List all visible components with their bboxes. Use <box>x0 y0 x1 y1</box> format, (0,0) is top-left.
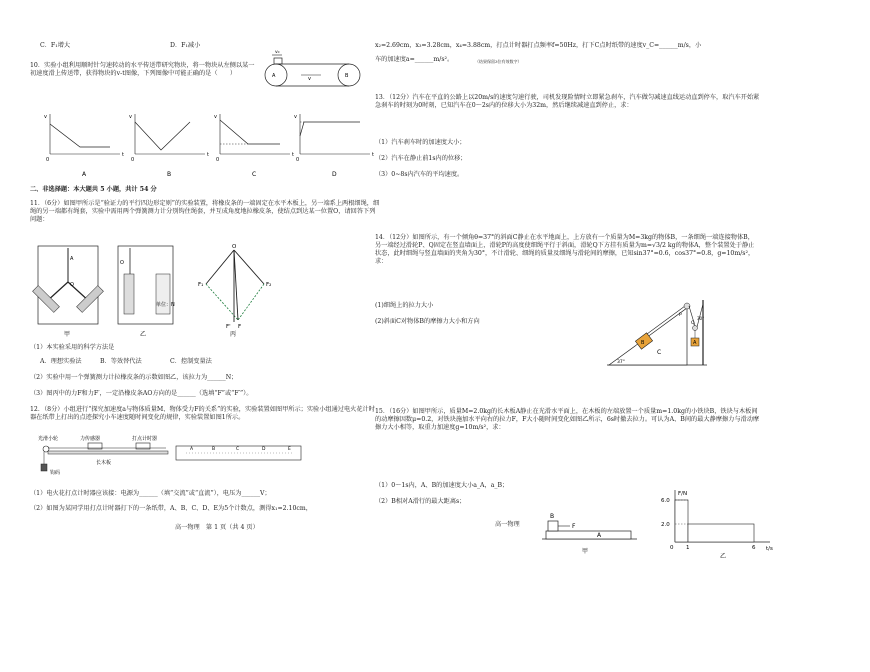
svg-text:A: A <box>190 447 194 452</box>
section-2-heading: 二、非选择题：本大题共 5 小题，共计 54 分 <box>30 186 157 193</box>
svg-text:钩码: 钩码 <box>50 470 61 476</box>
svg-text:O: O <box>70 282 74 288</box>
svg-text:v: v <box>214 114 217 120</box>
q13-text: 13．（12分）汽车在平直的公路上以20m/s的速度匀速行驶，司机发现险情时立即紧急刹车，汽车做匀减速直线运动直到停车，取汽车开始紧急刹车的时刻为0时刻，已知汽车在0～2s内的位移大小为32m，然后继续减速直到停止，求： <box>375 94 760 109</box>
board-a <box>546 531 631 539</box>
q10-text: 10．实验小组利用顺时针匀速转动的水平传送带研究物块，将一物块从左侧以某一初速度滑上传送带，获得物块的v-t图像，下列图像中可能正确的是（ ） <box>30 62 255 77</box>
q15-text: 15．（16分）如图甲所示，质量M=2.0kg的长木板A静止在光滑水平面上，在木板的左端放置一个质量m=1.0kg的小铁块B，铁块与木板间的动摩擦因数μ=0.2，对铁块施加水平向右的拉力F，F大小随时间变化如图乙所示，6s时撤去拉力。可认为A、B间的最大静摩擦力与滑动摩擦力大小相等，取重力加速度g=10m/s²，求： <box>375 408 760 431</box>
svg-text:力传感器: 力传感器 <box>80 436 101 442</box>
q15-graph-yi <box>660 488 780 560</box>
svg-text:P: P <box>679 313 682 318</box>
svg-text:打点计时器: 打点计时器 <box>132 436 158 442</box>
q15-sub2: （2）B相对A滑行的最大距离s； <box>375 498 466 505</box>
graph-d-label: D <box>332 171 337 178</box>
b-label: B <box>345 73 349 79</box>
svg-text:B: B <box>641 340 645 346</box>
svg-text:光滑小轮: 光滑小轮 <box>38 436 59 442</box>
q11-text: 11．（6分）如图甲所示是“验证力的平行四边形定则”的实验装置，将橡皮条的一端固定在水平木板上，另一端系上两根细绳，细绳的另一端都有绳套，实验中需用两个弹簧测力计分别钩住绳套，并互成角度地拉橡皮条，使结点到达某一位置O，请回答下列问题： <box>30 200 380 223</box>
q15-sub1: （1）0～1s内，A、B的加速度大小a_A，a_B； <box>375 482 509 489</box>
graph-c <box>214 114 294 178</box>
v0-label: v₀ <box>275 50 280 55</box>
svg-text:B: B <box>212 447 216 452</box>
svg-text:Q: Q <box>691 321 695 326</box>
q12-sub2: （2）如图为某同学用打点计时器打下的一条纸带，A、B、C、D、E为5个计数点，测得x₁=2.10cm， <box>30 505 312 512</box>
right-page <box>375 0 855 672</box>
svg-text:O: O <box>120 260 124 266</box>
svg-text:O: O <box>232 244 237 250</box>
svg-text:t: t <box>122 152 124 158</box>
q11-sub2: （2）实验中用一个弹簧测力计拉橡皮条的示数如图乙，该拉力为______N； <box>30 374 238 381</box>
q11-figures <box>36 244 286 339</box>
right-footer: 高一物理 <box>495 521 520 528</box>
fig-jia-caption: 甲 <box>582 548 589 555</box>
svg-text:F: F <box>572 523 576 530</box>
svg-text:v: v <box>44 114 47 120</box>
svg-text:0: 0 <box>131 157 135 163</box>
svg-text:0: 0 <box>46 157 50 163</box>
svg-text:2.0: 2.0 <box>661 522 670 528</box>
left-footer: 高一物理 第 1 页（共 4 页） <box>175 524 259 531</box>
svg-text:30°: 30° <box>697 316 705 321</box>
q12-continued-2: 车的加速度a=______m/s²。 <box>375 56 454 63</box>
q11-sub1: （1）本实验采用的科学方法是 <box>30 344 115 351</box>
fig-jia <box>33 246 104 338</box>
q14-sub1: (1)细绳上的拉力大小 <box>375 302 434 309</box>
q11-option-b: B．等效替代法 <box>100 358 142 365</box>
svg-text:A: A <box>70 256 74 262</box>
graph-a <box>44 114 124 178</box>
svg-text:37°: 37° <box>617 360 625 365</box>
svg-text:6: 6 <box>752 545 756 551</box>
svg-text:t: t <box>372 152 374 158</box>
q10-conveyor-figure <box>266 50 366 98</box>
q12-figure <box>36 434 336 479</box>
q12-continued-1: x₂=2.69cm，x₃=3.28cm，x₄=3.88cm，打点计时器打点频率f=50Hz，打下C点时纸带的速度v_C=______m/s，小 <box>375 42 702 49</box>
svg-text:0: 0 <box>216 157 220 163</box>
svg-text:t: t <box>292 152 294 158</box>
svg-text:E: E <box>288 447 291 452</box>
a-label: A <box>272 73 276 79</box>
q11-sub3: （3）图丙中的力F和力F′，一定沿橡皮条AO方向的是______（选填“F”或“F′”）。 <box>30 390 253 397</box>
block-b <box>548 521 558 531</box>
fig-bing <box>198 244 271 338</box>
wheel-left <box>265 64 287 86</box>
svg-text:1: 1 <box>686 545 690 551</box>
q13-sub3: （3）0~8s内汽车的平均速度。 <box>375 171 464 178</box>
svg-text:A: A <box>693 340 697 346</box>
svg-text:C: C <box>236 447 240 452</box>
fig-yi-caption: 乙 <box>720 553 727 560</box>
left-page <box>0 0 420 672</box>
svg-text:F/N: F/N <box>678 491 688 497</box>
q12-sub1: （1）电火花打点计时器应该接：电源为______（填“交流”或“直流”），电压为______V； <box>30 490 271 497</box>
graph-b-label: B <box>167 171 172 178</box>
svg-text:t: t <box>207 152 209 158</box>
q14-sub2: (2)斜面C对物体B的摩擦力大小和方向 <box>375 318 480 325</box>
svg-text:v: v <box>129 114 132 120</box>
q13-sub1: （1）汽车刹车时的加速度大小； <box>375 139 466 146</box>
svg-text:0: 0 <box>296 157 300 163</box>
svg-text:v: v <box>294 114 297 120</box>
fig-yi-caption: 乙 <box>140 331 147 338</box>
q9-option-c: C．F₁增大 <box>40 42 71 49</box>
svg-text:C: C <box>657 349 662 356</box>
graph-d <box>294 114 374 178</box>
force-segment-1 <box>675 500 688 542</box>
fig-yi <box>118 246 175 338</box>
q10-graphs <box>40 112 380 178</box>
fig-bing-caption: 丙 <box>230 331 237 338</box>
svg-text:6.0: 6.0 <box>661 498 670 504</box>
graph-b <box>129 114 209 178</box>
wheel-right <box>338 64 360 86</box>
q11-option-c: C．控制变量法 <box>170 358 212 365</box>
q13-sub2: （2）汽车在静止前1s内的位移； <box>375 155 467 162</box>
svg-text:F₁: F₁ <box>198 282 204 288</box>
q12-note: （结果保留3位有效数字） <box>475 59 522 64</box>
svg-text:A: A <box>597 532 602 539</box>
svg-text:D: D <box>262 447 266 452</box>
svg-text:F₂: F₂ <box>266 282 272 288</box>
q11-option-a: A．理想实验法 <box>40 358 82 365</box>
svg-text:B: B <box>550 513 555 520</box>
svg-text:F': F' <box>226 324 231 330</box>
q14-figure <box>607 300 717 370</box>
svg-text:t/s: t/s <box>766 546 773 552</box>
v-label: v <box>308 76 311 82</box>
force-segment-2 <box>688 524 754 542</box>
block <box>274 58 282 64</box>
unit-label: 单位：N <box>156 302 175 308</box>
svg-text:0: 0 <box>670 545 674 551</box>
graph-c-label: C <box>252 171 257 178</box>
q15-figure-jia <box>542 505 642 555</box>
q9-option-d: D．F₁减小 <box>170 42 201 49</box>
q14-text: 14．（12分）如图所示，有一个倾角θ=37°的斜面C静止在水平地面上，上方放有一个质量为M=3kg的物体B，一条细绳一端连接物体B，另一端经过滑轮P、Q固定在竖直墙面上，滑轮P的高度使细绳平行于斜面，滑轮Q下方挂有质量为m=√3/2 kg的物体A，整个装置处于静止状态，此时细绳与竖直墙面的夹角为30°，不计滑轮、细绳的质量及细绳与滑轮间的摩擦，已知sin37°=0.6，cos37°=0.8，g=10m/s²，求： <box>375 234 755 265</box>
q12-text: 12．（8分）小组进行“探究加速度a与物体质量M、物体受力F的关系”的实验，实验装置如图甲所示；实验小组通过电火花计时器在纸带上打出的点迹探究小车速度随时间变化的规律，实验装置如图1所示。 <box>30 406 375 421</box>
fig-jia-caption: 甲 <box>64 331 71 338</box>
graph-a-label: A <box>82 171 87 178</box>
svg-text:长木板: 长木板 <box>96 460 112 466</box>
svg-text:F: F <box>238 324 242 330</box>
